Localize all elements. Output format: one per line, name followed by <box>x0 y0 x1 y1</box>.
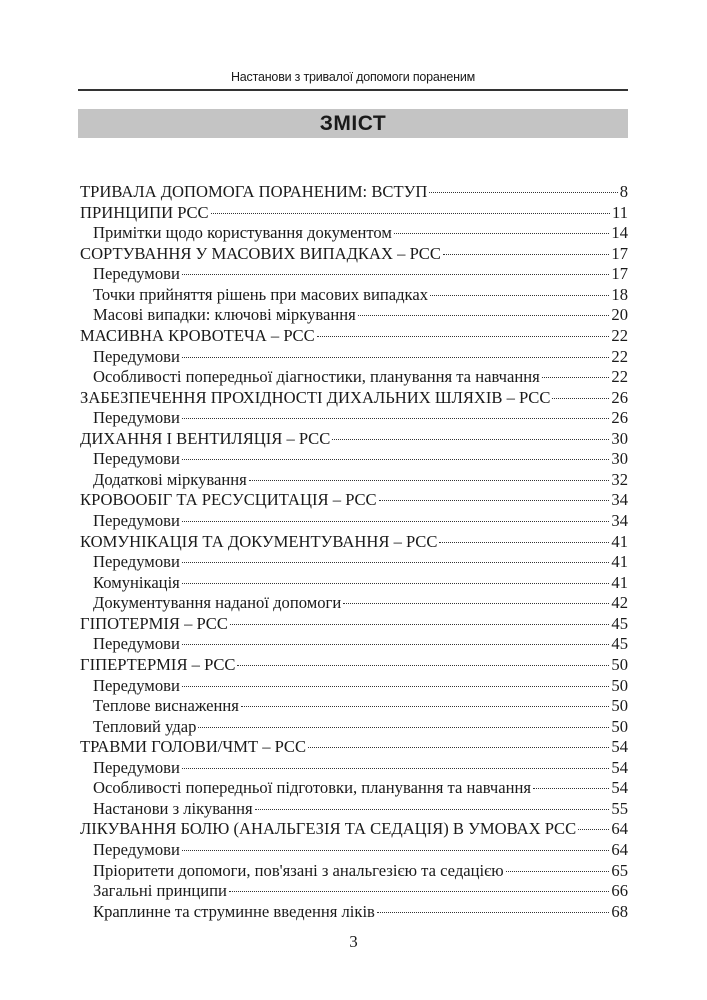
toc-entry-title: Точки прийняття рішень при масових випадках <box>93 284 429 304</box>
toc-subentry[interactable] <box>80 223 628 244</box>
toc-subentry[interactable] <box>80 305 628 326</box>
dot-leader <box>182 768 610 769</box>
toc-entry-page: 68 <box>611 901 628 921</box>
dot-leader <box>430 295 609 296</box>
toc-entry[interactable] <box>80 655 628 676</box>
toc-entry-page: 17 <box>611 243 628 263</box>
toc-entry-page: 50 <box>611 716 628 736</box>
toc-entry-page: 54 <box>611 778 628 798</box>
dot-leader <box>443 254 609 255</box>
toc-subentry[interactable] <box>80 347 628 368</box>
toc-entry-title: Передумови <box>93 675 180 695</box>
toc-entry-title: Передумови <box>93 840 180 859</box>
toc-entry-page: 34 <box>611 490 628 510</box>
dot-leader <box>542 377 610 378</box>
toc-entry-page: 54 <box>611 737 628 757</box>
dot-leader <box>377 912 610 913</box>
toc-entry-page: 8 <box>619 182 628 201</box>
toc-entry-title: Передумови <box>93 634 180 654</box>
toc-entry-page: 18 <box>611 284 628 304</box>
toc-subentry[interactable] <box>80 696 628 717</box>
dot-leader <box>182 521 610 522</box>
dot-leader <box>317 336 610 337</box>
toc-entry-title: Примітки щодо користування документом <box>93 223 392 243</box>
dot-leader <box>182 583 610 584</box>
toc-subentry[interactable] <box>80 717 628 738</box>
toc-entry-page: 64 <box>611 819 628 839</box>
toc-entry-title: Передумови <box>93 757 180 777</box>
toc-subentry[interactable] <box>80 573 628 594</box>
dot-leader <box>182 850 610 851</box>
toc-entry-page: 14 <box>611 223 628 243</box>
dot-leader <box>198 727 609 728</box>
toc-subentry[interactable] <box>80 264 628 285</box>
header-rule <box>78 89 628 91</box>
toc-entry-page: 22 <box>611 367 628 387</box>
toc-entry-title: СОРТУВАННЯ У МАСОВИХ ВИПАДКАХ – PCC <box>80 243 441 263</box>
toc-entry[interactable] <box>80 244 628 265</box>
toc-entry-title: Пріоритети допомоги, пов'язані з анальгезією та седацією <box>93 860 504 880</box>
toc-subentry[interactable] <box>80 861 628 882</box>
toc-entry-title: Передумови <box>93 408 180 428</box>
dot-leader <box>182 418 610 419</box>
toc-entry-title: Тепловий удар <box>93 716 197 736</box>
page-number: 3 <box>349 932 358 951</box>
toc-entry-page: 26 <box>611 408 628 428</box>
toc-entry-title: Додаткові міркування <box>93 469 247 489</box>
toc-subentry[interactable] <box>80 593 628 614</box>
toc-subentry[interactable] <box>80 367 628 388</box>
toc-entry-title: МАСИВНА КРОВОТЕЧА – PCC <box>80 325 315 345</box>
dot-leader <box>533 788 609 789</box>
toc-entry[interactable] <box>80 388 628 409</box>
toc-entry-title: КОМУНІКАЦІЯ ТА ДОКУМЕНТУВАННЯ – PCC <box>80 531 438 551</box>
toc-entry-title: Краплинне та струминне введення ліків <box>93 901 375 921</box>
dot-leader <box>229 891 609 892</box>
dot-leader <box>439 542 609 543</box>
dot-leader <box>578 829 609 830</box>
toc-entry-page: 55 <box>611 798 628 818</box>
dot-leader <box>552 398 609 399</box>
toc-subentry[interactable] <box>80 840 628 861</box>
toc-entry-title: ГІПОТЕРМІЯ – PCC <box>80 613 228 633</box>
toc-entry-page: 41 <box>611 531 628 551</box>
toc-entry-title: Комунікація <box>93 572 180 592</box>
running-header: Настанови з тривалої допомоги пораненим <box>230 70 476 84</box>
toc-entry[interactable] <box>80 490 628 511</box>
toc-entry-title: Масові випадки: ключові міркування <box>93 305 356 325</box>
toc-subentry[interactable] <box>80 449 628 470</box>
toc-entry-title: Передумови <box>93 346 180 366</box>
toc-subentry[interactable] <box>80 408 628 429</box>
toc-entry-page: 45 <box>611 634 628 654</box>
toc-entry[interactable] <box>80 182 628 203</box>
toc-entry-page: 17 <box>611 264 628 284</box>
toc-subentry[interactable] <box>80 799 628 820</box>
toc-entry-title: ЗАБЕЗПЕЧЕННЯ ПРОХІДНОСТІ ДИХАЛЬНИХ ШЛЯХІВ – PCC <box>80 387 551 407</box>
toc-entry-title: Передумови <box>93 511 180 530</box>
dot-leader <box>182 459 610 460</box>
toc-subentry[interactable] <box>80 511 628 532</box>
toc-entry[interactable] <box>80 614 628 635</box>
toc-subentry[interactable] <box>80 881 628 902</box>
toc-entry-title: КРОВООБІГ ТА РЕСУСЦИТАЦІЯ – PCC <box>80 490 377 510</box>
dot-leader <box>237 665 609 666</box>
dot-leader <box>182 644 610 645</box>
toc-entry-page: 20 <box>611 305 628 325</box>
toc-entry-page: 64 <box>611 840 628 859</box>
dot-leader <box>358 315 610 316</box>
toc-entry-page: 50 <box>611 654 628 674</box>
toc-entry-page: 45 <box>611 613 628 633</box>
toc-entry-page: 41 <box>611 572 628 592</box>
dot-leader <box>308 747 609 748</box>
toc-entry-page: 22 <box>611 346 628 366</box>
dot-leader <box>182 686 610 687</box>
toc-subentry[interactable] <box>80 552 628 573</box>
toc-entry[interactable] <box>80 737 628 758</box>
dot-leader <box>211 213 610 214</box>
toc-entry-page: 66 <box>611 881 628 901</box>
toc-entry-title: ПРИНЦИПИ PCC <box>80 202 209 222</box>
dot-leader <box>343 603 609 604</box>
toc-entry-page: 41 <box>611 552 628 572</box>
toc-entry-page: 50 <box>611 696 628 716</box>
dot-leader <box>249 480 610 481</box>
table-of-contents <box>80 182 628 922</box>
dot-leader <box>429 192 617 193</box>
toc-entry-page: 11 <box>612 202 628 222</box>
toc-subentry[interactable] <box>80 676 628 697</box>
dot-leader <box>506 871 610 872</box>
dot-leader <box>394 233 609 234</box>
toc-entry-title: ДИХАННЯ І ВЕНТИЛЯЦІЯ – PCC <box>80 428 331 448</box>
toc-entry-title: Особливості попередньої діагностики, планування та навчання <box>93 367 540 387</box>
toc-entry-title: Документування наданої допомоги <box>93 593 342 613</box>
toc-entry-page: 22 <box>611 325 628 345</box>
toc-entry-title: Передумови <box>93 552 180 572</box>
dot-leader <box>182 357 610 358</box>
toc-entry-page: 32 <box>611 469 628 489</box>
toc-entry-title: ЛІКУВАННЯ БОЛЮ (АНАЛЬГЕЗІЯ ТА СЕДАЦІЯ) В УМОВАХ PCC <box>80 819 577 839</box>
toc-entry[interactable] <box>80 429 628 450</box>
toc-entry-page: 42 <box>611 593 628 613</box>
toc-entry[interactable] <box>80 532 628 553</box>
toc-subentry[interactable] <box>80 778 628 799</box>
dot-leader <box>332 439 609 440</box>
toc-entry[interactable] <box>80 203 628 224</box>
toc-entry-title: Загальні принципи <box>93 881 227 901</box>
toc-entry-title: ТРИВАЛА ДОПОМОГА ПОРАНЕНИМ: ВСТУП <box>80 182 428 201</box>
toc-entry-title: Особливості попередньої підготовки, планування та навчання <box>93 778 532 798</box>
dot-leader <box>182 562 610 563</box>
toc-entry-page: 26 <box>611 387 628 407</box>
toc-entry-title: ТРАВМИ ГОЛОВИ/ЧМТ – PCC <box>80 737 307 757</box>
toc-entry-title: Настанови з лікування <box>93 798 253 818</box>
toc-entry-page: 30 <box>611 428 628 448</box>
toc-entry-page: 65 <box>611 860 628 880</box>
toc-entry-page: 54 <box>611 757 628 777</box>
toc-entry-page: 34 <box>611 511 628 530</box>
toc-subentry[interactable] <box>80 902 628 923</box>
dot-leader <box>230 624 610 625</box>
toc-entry-page: 30 <box>611 449 628 469</box>
toc-subentry[interactable] <box>80 285 628 306</box>
toc-entry-title: Передумови <box>93 264 180 284</box>
dot-leader <box>241 706 609 707</box>
dot-leader <box>379 500 610 501</box>
toc-entry-page: 50 <box>611 675 628 695</box>
toc-entry-title: Передумови <box>93 449 180 469</box>
toc-entry[interactable] <box>80 819 628 840</box>
toc-entry[interactable] <box>80 326 628 347</box>
dot-leader <box>182 274 610 275</box>
toc-subentry[interactable] <box>80 634 628 655</box>
toc-entry-title: Теплове виснаження <box>93 696 239 716</box>
page-title: ЗМІСТ <box>78 109 628 138</box>
toc-entry-title: ГІПЕРТЕРМІЯ – PCC <box>80 654 236 674</box>
toc-subentry[interactable] <box>80 470 628 491</box>
dot-leader <box>255 809 610 810</box>
toc-subentry[interactable] <box>80 758 628 779</box>
